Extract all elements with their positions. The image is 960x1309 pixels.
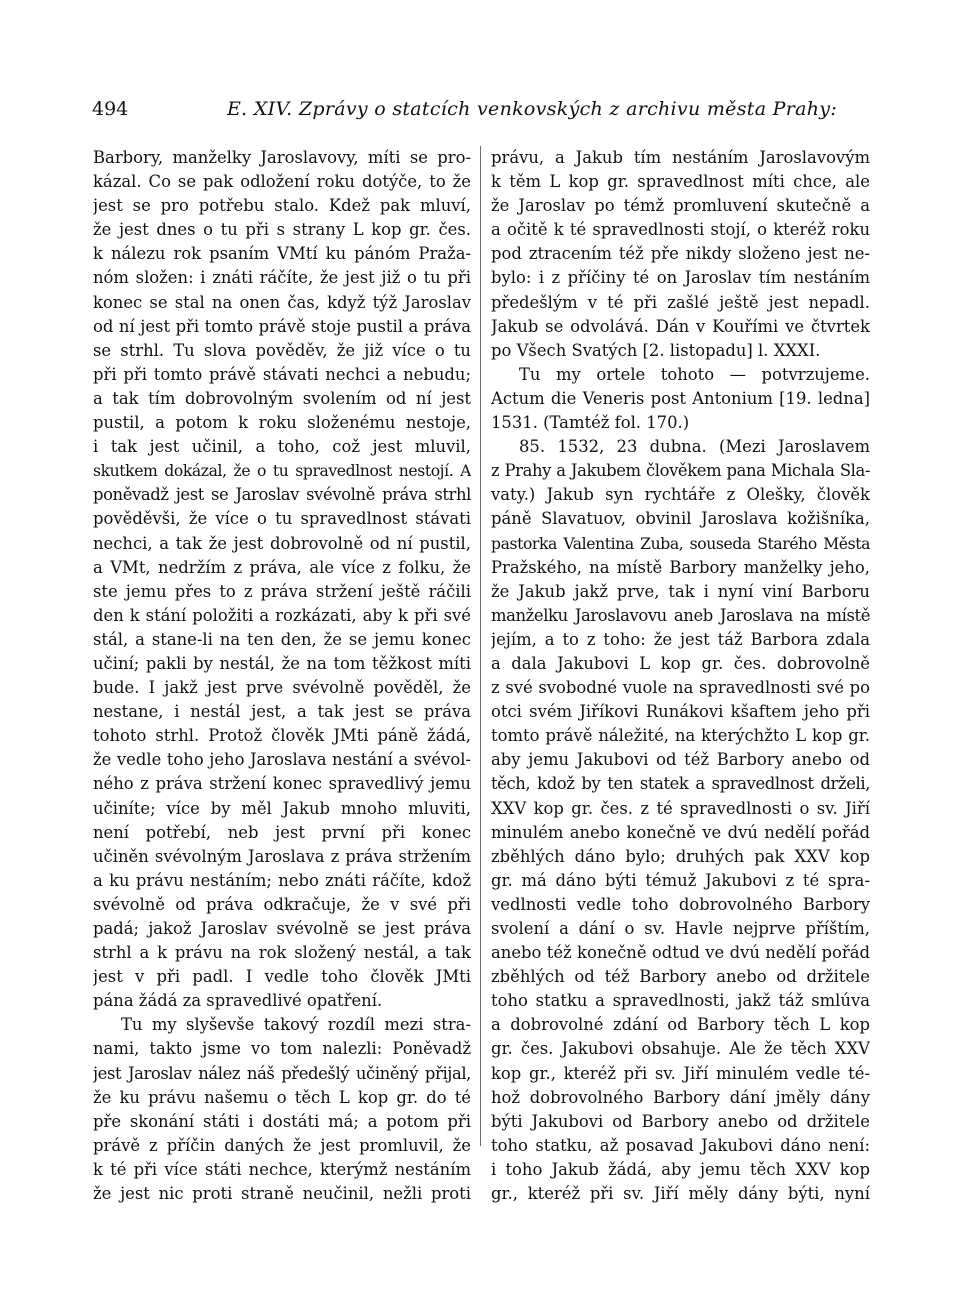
text-line: konec se stal na onen čas, když týž Jaroslav <box>93 292 471 312</box>
text-line: toho statku a spravedlnosti, jakž táž smlúva <box>491 991 870 1011</box>
text-line: kázal. Co se pak odložení roku dotýče, to že <box>93 172 471 192</box>
text-line: se strhl. Tu slova pověděv, že již více o tu <box>93 340 471 360</box>
text-line: 85. 1532, 23 dubna. (Mezi Jaroslavem <box>519 437 870 457</box>
text-line: tomto právě náležité, na kterýchžto L kop gr. <box>491 726 870 746</box>
text-line: Jakub se odvolává. Dán v Kouřími ve čtvrtek <box>491 316 870 336</box>
text-line: jest v při padl. I vedle toho člověk JMti <box>93 967 471 987</box>
text-line: nechci, a tak že jest dobrovolně od ní pustil, <box>93 533 471 553</box>
text-line: že jest dnes o tu při s strany L kop gr. čes. <box>93 220 471 240</box>
text-line: a očitě k té spravedlnosti stojí, o kteréž roku <box>491 220 870 240</box>
text-line: den k stání položiti a rozkázati, aby k při své <box>93 605 471 625</box>
text-line: manželku Jaroslavovu aneb Jaroslava na místě <box>491 605 870 625</box>
text-line: nóm složen: i znáti ráčíte, že jest již o tu při <box>93 268 471 288</box>
text-line: právu, a Jakub tím nestáním Jaroslavovým <box>491 148 870 167</box>
text-line: gr., kteréž při sv. Jiří měly dány býti, nyní <box>491 1184 870 1204</box>
text-line: k těm L kop gr. spravedlnost míti chce, ale <box>491 172 870 192</box>
text-line: pověděvši, že více o tu spravedlnost stávati <box>93 509 471 529</box>
text-line: těch, kdož by ten statek a spravedlnost drželi, <box>491 774 870 794</box>
text-line: aby jemu Jakubovi od též Barbory anebo od <box>491 750 870 770</box>
text-line: i toho Jakub žádá, aby jemu těch XXV kop <box>491 1159 870 1179</box>
text-line: strhl a k právu na rok složený nestál, a tak <box>93 943 471 963</box>
text-line: a VMt, nedržím z práva, ale více z folku, že <box>93 557 471 577</box>
text-line: předešlým v té při zašlé ještě jest nepadl. <box>491 292 870 312</box>
text-line: po Všech Svatých [2. listopadu] l. XXXI. <box>491 340 821 360</box>
text-line: gr. čes. Jakubovi obsahuje. Ale že těch XXV <box>491 1039 870 1059</box>
left-text-column <box>93 146 471 1206</box>
text-line: jejím, a to z toho: že jest táž Barbora zdala <box>491 629 870 649</box>
text-line: z své svobodné vuole na spravedlnosti své po <box>491 678 870 698</box>
text-line: že Jakub jakž prve, tak i nyní viní Barboru <box>491 581 870 601</box>
text-line: že vedle toho jeho Jaroslava nestání a svévol- <box>93 750 471 770</box>
text-line: z Prahy a Jakubem člověkem pana Michala Sla- <box>491 461 870 481</box>
text-line: pustil, a potom k roku složenému nestoje, <box>93 413 471 433</box>
text-line: skutkem dokázal, že o tu spravedlnost nestojí. A <box>93 462 471 481</box>
text-line: i tak jest učinil, a toho, což jest mluvil, <box>93 437 471 457</box>
text-line: gr. má dáno býti témuž Jakubovi z té spra- <box>491 870 870 890</box>
text-line: Barbory, manželky Jaroslavovy, míti se pro- <box>93 148 471 167</box>
text-line: svévolně od práva odkračuje, že v své při <box>93 894 471 914</box>
text-line: Actum die Veneris post Antonium [19. ledna] <box>491 388 870 408</box>
text-line: že jest nic proti straně neučinil, nežli proti <box>93 1184 471 1204</box>
text-line: nami, takto jsme vo tom nalezli: Poněvadž <box>93 1039 471 1059</box>
text-line: zběhlých dáno bylo; druhých pak XXV kop <box>491 846 870 866</box>
column-divider <box>480 146 481 1146</box>
text-line: k té při více státi nechce, kterýmž nestáním <box>93 1159 471 1179</box>
text-line: poněvadž jest se Jaroslav svévolně práva strhl <box>93 485 471 505</box>
text-line: otci svém Jiříkovi Runákovi kšaftem jeho při <box>491 702 870 722</box>
text-line: svolení a dání o sv. Havle nejprve příštím, <box>491 919 870 938</box>
text-line: učiněn svévolným Jaroslava z práva stržením <box>93 846 471 866</box>
text-line: Pražského, na místě Barbory manželky jeho, <box>491 557 870 577</box>
text-line: a dobrovolné zdání od Barbory těch L kop <box>491 1015 870 1035</box>
text-line: a tak tím dobrovolným svolením od ní jest <box>93 388 471 408</box>
text-line: minulém anebo konečně ve dvú nedělí pořád <box>491 822 870 842</box>
text-line: Tu my ortele tohoto — potvrzujeme. <box>519 364 870 384</box>
right-text-column <box>491 146 870 1206</box>
text-line: od ní jest při tomto právě stoje pustil a práva <box>93 316 471 336</box>
text-line: pod ztracením též pře nikdy složeno jest ne- <box>491 244 870 264</box>
text-line: k nálezu rok psaním VMtí ku pánóm Praža- <box>93 244 471 264</box>
text-line: při při tomto právě stávati nechci a nebudu; <box>93 364 471 384</box>
text-line: a ku právu nestáním; nebo znáti ráčíte, kdož <box>93 870 471 890</box>
text-line: nestane, i nestál jest, a tak jest se práva <box>93 702 471 722</box>
text-line: ného z práva stržení konec spravedlivý jemu <box>93 774 471 794</box>
text-line: padá; jakož Jaroslav svévolně se jest práva <box>93 919 471 938</box>
text-line: že Jaroslav po témž promluvení skutečně a <box>491 196 870 216</box>
text-line: pře skonání státi i dostáti má; a potom při <box>93 1111 471 1131</box>
text-line: není potřebí, neb jest první při konec <box>93 822 471 842</box>
text-line: pastorka Valentina Zuba, souseda Starého Města <box>491 534 870 553</box>
text-line: stál, a stane-li na ten den, že se jemu konec <box>93 629 471 649</box>
page-number: 494 <box>92 98 129 120</box>
text-line: vedlnosti vedle toho dobrovolného Barbory <box>491 894 870 914</box>
text-line: anebo též konečně odtud ve dvú nedělí pořád <box>491 943 870 963</box>
text-line: hož dobrovolného Barbory dání jměly dány <box>491 1087 870 1107</box>
text-line: učiníte; více by měl Jakub mnoho mluviti, <box>93 798 471 818</box>
text-line: tohoto strhl. Protož člověk JMti páně žádá, <box>93 726 471 746</box>
text-line: učiní; pakli by nestál, že na tom těžkost míti <box>93 653 471 673</box>
text-line: pána žádá za spravedlivé opatření. <box>93 991 383 1011</box>
text-line: 1531. (Tamtéž fol. 170.) <box>491 413 690 433</box>
text-line: jest Jaroslav nález náš předešlý učiněný přijal, <box>93 1063 471 1083</box>
running-head: E. XIV. Zprávy o statcích venkovských z archivu města Prahy: <box>227 98 838 120</box>
text-line: Tu my slyševše takový rozdíl mezi stra- <box>121 1015 471 1035</box>
text-line: bude. I jakž jest prve svévolně pověděl, že <box>93 678 471 698</box>
text-line: zběhlých od též Barbory anebo od držitele <box>491 967 870 987</box>
text-line: páně Slavatuov, obvinil Jaroslava kožišníka, <box>491 509 870 529</box>
text-line: vaty.) Jakub syn rychtáře z Olešky, člověk <box>491 485 870 505</box>
text-line: XXV kop gr. čes. z té spravedlnosti o sv. Jiří <box>491 798 870 818</box>
page-header <box>92 98 870 128</box>
text-line: býti Jakubovi od Barbory anebo od držitele <box>491 1111 870 1131</box>
text-line: toho statku, až posavad Jakubovi dáno není: <box>491 1135 870 1155</box>
text-line: ste jemu přes to z práva stržení ještě ráčili <box>93 581 471 601</box>
text-line: bylo: i z příčiny té on Jaroslav tím nestáním <box>491 268 870 288</box>
text-line: a dala Jakubovi L kop gr. čes. dobrovolně <box>491 653 870 673</box>
text-line: jest se pro potřebu stalo. Kdež pak mluví, <box>93 196 471 216</box>
text-line: právě z příčin daných že jest promluvil, že <box>93 1135 471 1155</box>
text-line: kop gr., kteréž při sv. Jiří minulém vedle té- <box>491 1063 870 1083</box>
text-line: že ku právu našemu o těch L kop gr. do té <box>93 1087 471 1107</box>
